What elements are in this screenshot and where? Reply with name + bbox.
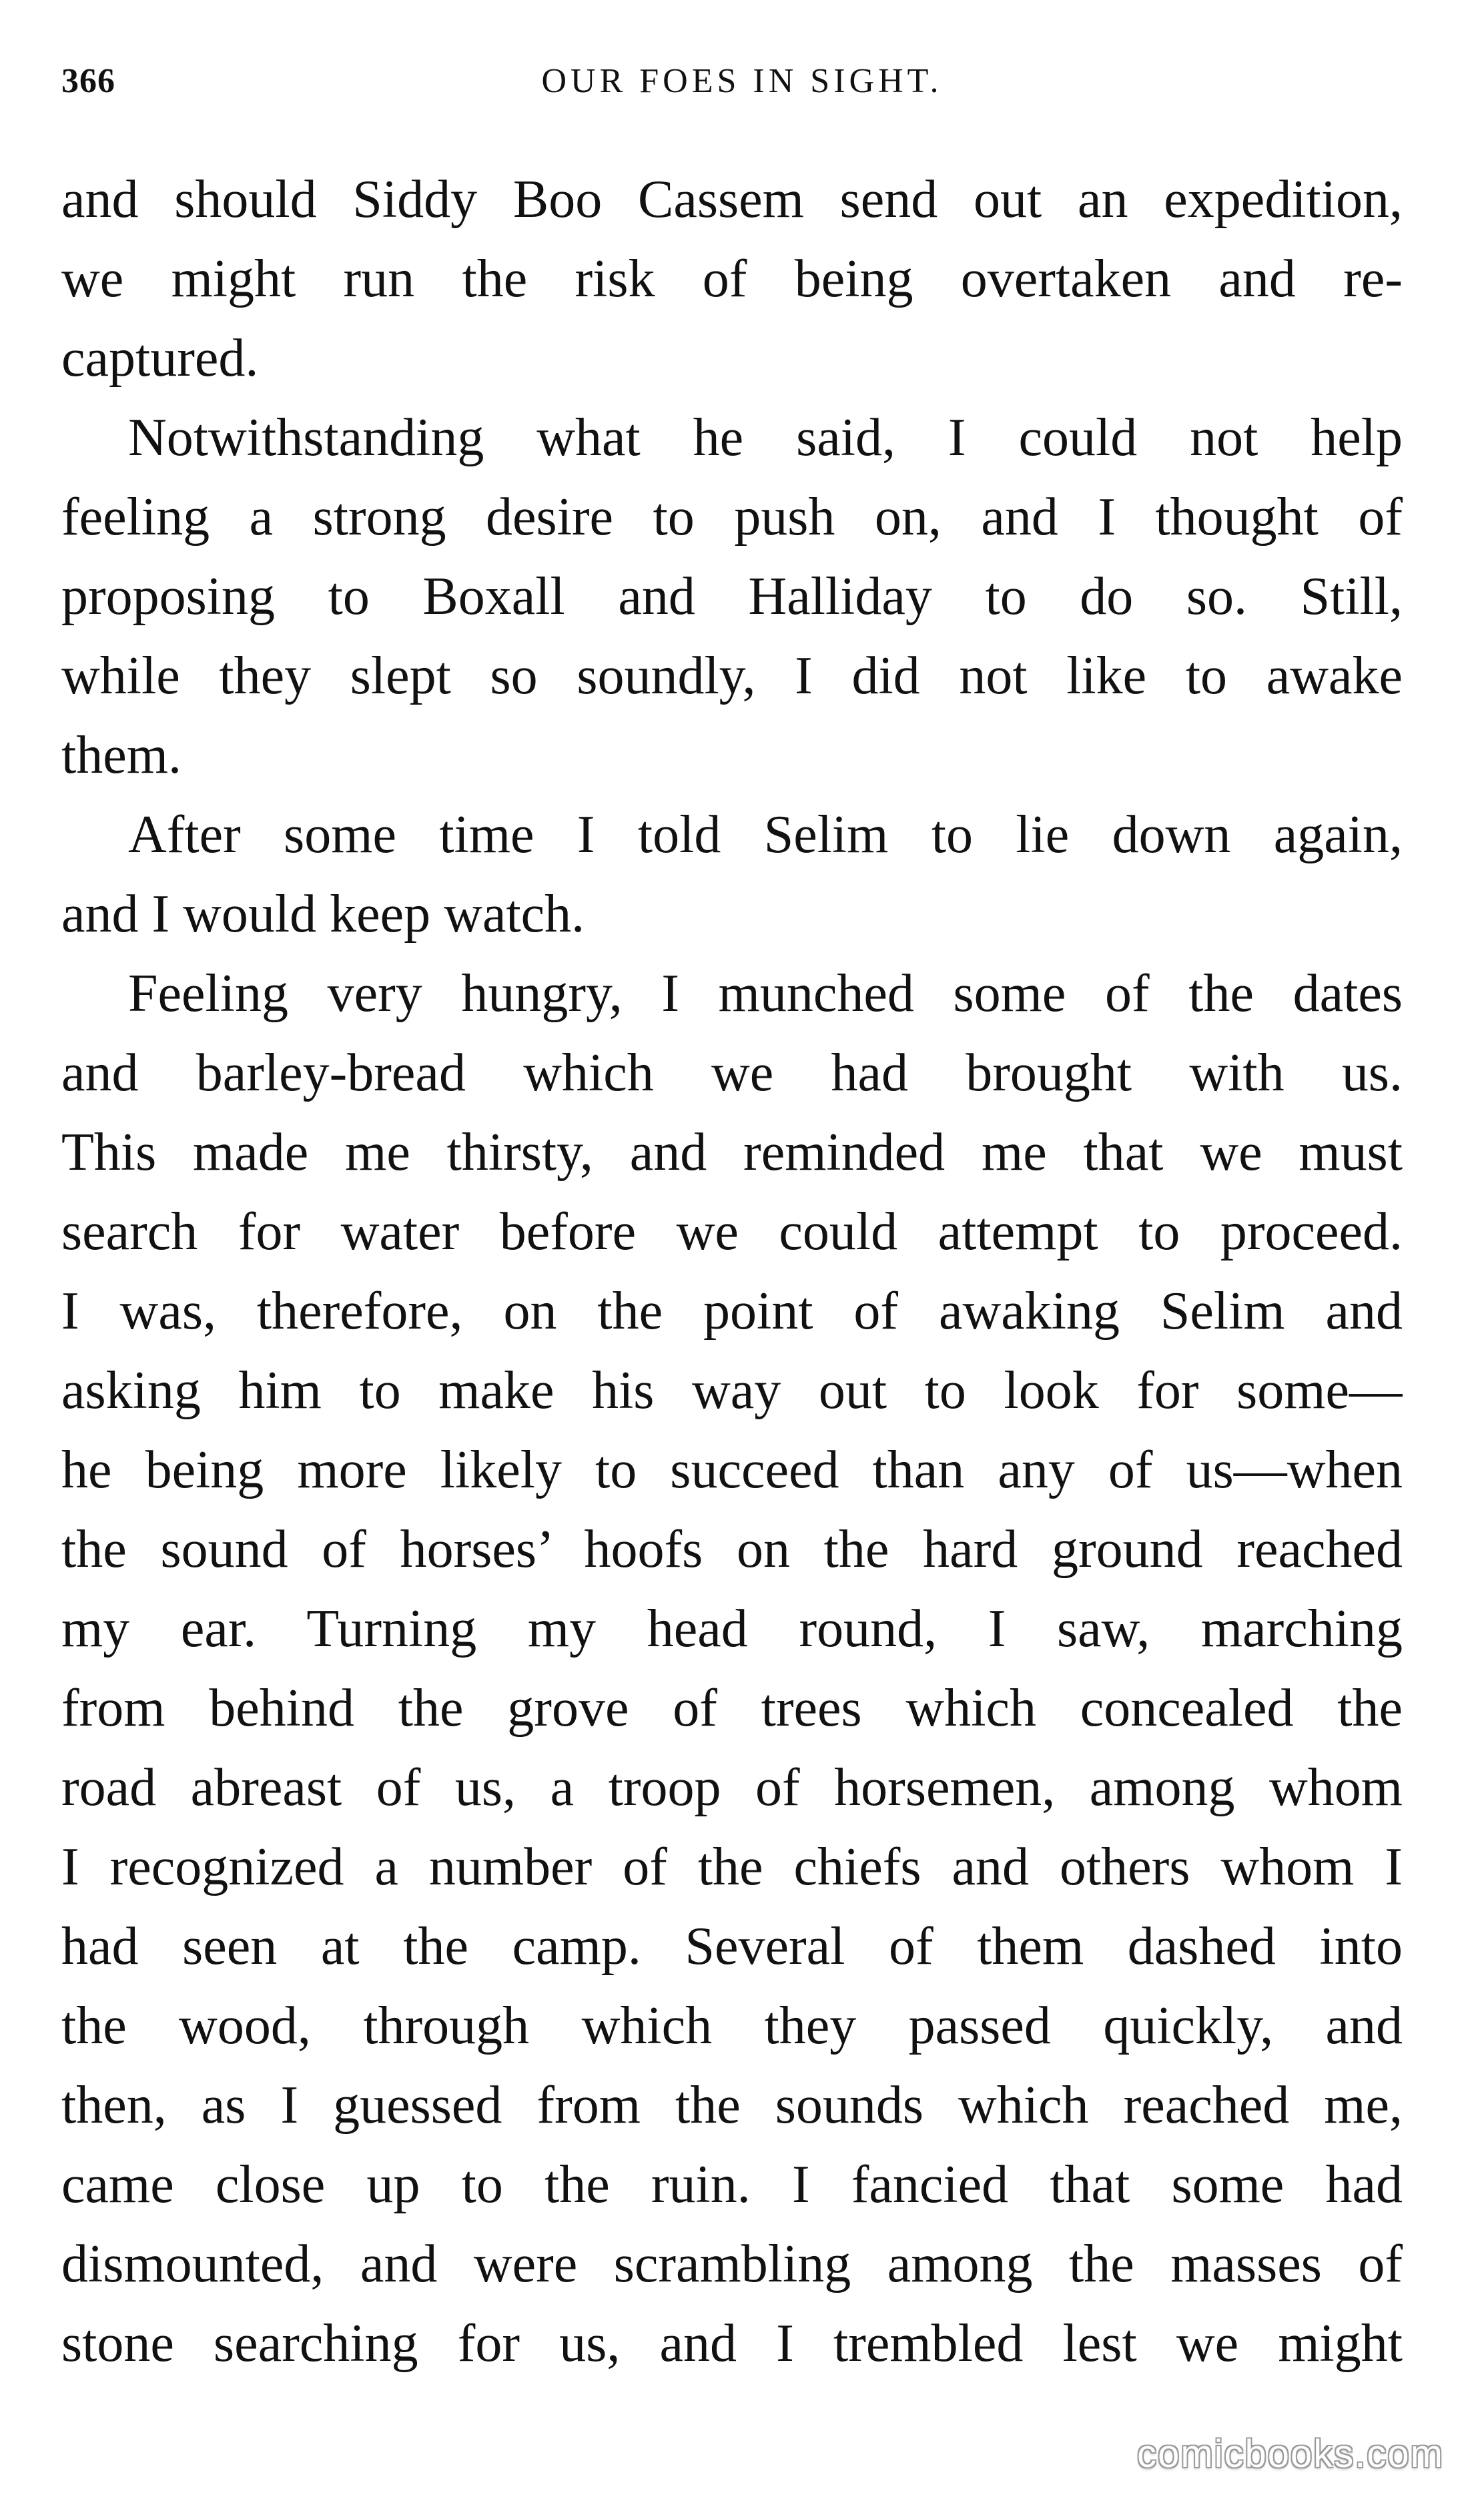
text-line: Notwithstanding what he said, I could not help	[128, 408, 1403, 467]
text-line: he being more likely to succeed than any of us—when	[61, 1441, 1403, 1499]
text-line: dismounted, and were scrambling among the masses of	[61, 2235, 1403, 2293]
running-title: OUR FOES IN SIGHT.	[541, 62, 943, 100]
text-line: had seen at the camp. Several of them dashed into	[61, 1917, 1403, 1976]
text-line: and barley-bread which we had brought with us.	[61, 1044, 1403, 1102]
page-number: 366	[61, 62, 115, 100]
text-line: them.	[61, 726, 181, 785]
text-line: After some time I told Selim to lie down again,	[128, 805, 1403, 864]
text-line: captured.	[61, 329, 259, 388]
text-line: we might run the risk of being overtaken and re-	[61, 250, 1403, 308]
text-line: I was, therefore, on the point of awaking Selim and	[61, 1282, 1403, 1341]
text-line: from behind the grove of trees which concealed the	[61, 1679, 1403, 1738]
text-line: the sound of horses’ hoofs on the hard ground reached	[61, 1520, 1403, 1579]
text-line: stone searching for us, and I trembled lest we might	[61, 2314, 1403, 2373]
watermark: comicbooks.com	[1137, 2432, 1444, 2476]
text-line: then, as I guessed from the sounds which reached me,	[61, 2076, 1403, 2135]
text-line: search for water before we could attempt to proceed.	[61, 1202, 1403, 1261]
text-line: Feeling very hungry, I munched some of the dates	[128, 964, 1403, 1023]
page-header	[61, 61, 1423, 108]
text-line: the wood, through which they passed quickly, and	[61, 1997, 1403, 2055]
text-line: This made me thirsty, and reminded me that we must	[61, 1123, 1403, 1182]
text-line: while they slept so soundly, I did not like to awake	[61, 647, 1403, 705]
text-line: feeling a strong desire to push on, and I thought of	[61, 488, 1403, 547]
text-line: and should Siddy Boo Cassem send out an expedition,	[61, 170, 1403, 229]
text-line: and I would keep watch.	[61, 885, 585, 944]
text-line: asking him to make his way out to look for some—	[61, 1361, 1403, 1420]
text-line: came close up to the ruin. I fancied that some had	[61, 2155, 1403, 2214]
text-line: my ear. Turning my head round, I saw, marching	[61, 1599, 1403, 1658]
text-line: proposing to Boxall and Halliday to do so. Still,	[61, 567, 1403, 626]
body-text	[61, 160, 1403, 2384]
text-line: I recognized a number of the chiefs and others whom I	[61, 1838, 1403, 1896]
text-line: road abreast of us, a troop of horsemen, among whom	[61, 1758, 1403, 1817]
